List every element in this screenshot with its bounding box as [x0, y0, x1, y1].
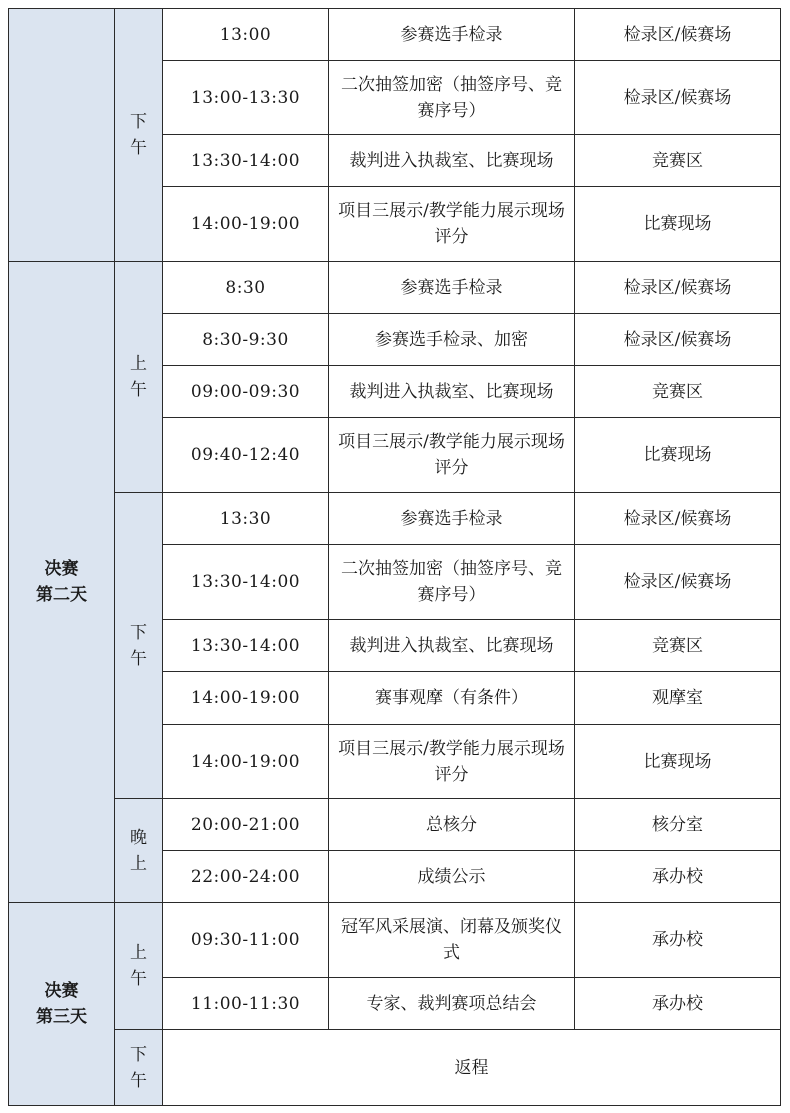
time-cell: 09:30-11:00: [163, 903, 329, 978]
activity-cell: 参赛选手检录: [329, 493, 575, 545]
place-cell: 承办校: [575, 978, 781, 1030]
activity-cell: 赛事观摩（有条件）: [329, 672, 575, 725]
place-cell: 观摩室: [575, 672, 781, 725]
time-cell: 22:00-24:00: [163, 851, 329, 903]
place-cell: 检录区/候赛场: [575, 314, 781, 366]
time-cell: 13:30: [163, 493, 329, 545]
table-row: [9, 799, 781, 851]
time-cell: 14:00-19:00: [163, 725, 329, 799]
place-cell: 核分室: [575, 799, 781, 851]
activity-cell: 冠军风采展演、闭幕及颁奖仪式: [329, 903, 575, 978]
day-cell-final-day-3: 决赛 第三天: [9, 903, 115, 1106]
activity-cell: 项目三展示/教学能力展示现场评分: [329, 725, 575, 799]
activity-cell: 裁判进入执裁室、比赛现场: [329, 135, 575, 187]
schedule-table: [8, 8, 781, 1106]
activity-cell: 裁判进入执裁室、比赛现场: [329, 366, 575, 418]
day-cell-empty: [9, 9, 115, 262]
return-trip-cell: 返程: [163, 1030, 781, 1106]
activity-cell: 专家、裁判赛项总结会: [329, 978, 575, 1030]
time-cell: 13:30-14:00: [163, 620, 329, 672]
place-cell: 检录区/候赛场: [575, 9, 781, 61]
activity-cell: 总核分: [329, 799, 575, 851]
activity-cell: 二次抽签加密（抽签序号、竞赛序号）: [329, 545, 575, 620]
period-cell-evening: 晚 上: [115, 799, 163, 903]
period-cell-morning: 上 午: [115, 262, 163, 493]
place-cell: 检录区/候赛场: [575, 545, 781, 620]
place-cell: 承办校: [575, 851, 781, 903]
place-cell: 承办校: [575, 903, 781, 978]
activity-cell: 项目三展示/教学能力展示现场评分: [329, 418, 575, 493]
place-cell: 竞赛区: [575, 620, 781, 672]
time-cell: 11:00-11:30: [163, 978, 329, 1030]
place-cell: 检录区/候赛场: [575, 61, 781, 135]
time-cell: 8:30-9:30: [163, 314, 329, 366]
period-cell-morning: 上 午: [115, 903, 163, 1030]
table-row: [9, 262, 781, 314]
time-cell: 13:00-13:30: [163, 61, 329, 135]
place-cell: 检录区/候赛场: [575, 493, 781, 545]
place-cell: 竞赛区: [575, 135, 781, 187]
period-cell-afternoon: 下 午: [115, 9, 163, 262]
time-cell: 09:00-09:30: [163, 366, 329, 418]
activity-cell: 项目三展示/教学能力展示现场评分: [329, 187, 575, 262]
activity-cell: 二次抽签加密（抽签序号、竞赛序号）: [329, 61, 575, 135]
place-cell: 比赛现场: [575, 418, 781, 493]
day-cell-final-day-2: 决赛 第二天: [9, 262, 115, 903]
table-row: [9, 1030, 781, 1106]
place-cell: 比赛现场: [575, 725, 781, 799]
place-cell: 检录区/候赛场: [575, 262, 781, 314]
activity-cell: 参赛选手检录: [329, 9, 575, 61]
time-cell: 13:00: [163, 9, 329, 61]
time-cell: 13:30-14:00: [163, 135, 329, 187]
period-cell-afternoon: 下 午: [115, 1030, 163, 1106]
activity-cell: 参赛选手检录、加密: [329, 314, 575, 366]
table-row: [9, 903, 781, 978]
place-cell: 竞赛区: [575, 366, 781, 418]
period-cell-afternoon: 下 午: [115, 493, 163, 799]
table-row: [9, 9, 781, 61]
time-cell: 14:00-19:00: [163, 672, 329, 725]
activity-cell: 裁判进入执裁室、比赛现场: [329, 620, 575, 672]
table-row: [9, 493, 781, 545]
time-cell: 13:30-14:00: [163, 545, 329, 620]
time-cell: 09:40-12:40: [163, 418, 329, 493]
time-cell: 14:00-19:00: [163, 187, 329, 262]
activity-cell: 参赛选手检录: [329, 262, 575, 314]
time-cell: 8:30: [163, 262, 329, 314]
activity-cell: 成绩公示: [329, 851, 575, 903]
time-cell: 20:00-21:00: [163, 799, 329, 851]
place-cell: 比赛现场: [575, 187, 781, 262]
